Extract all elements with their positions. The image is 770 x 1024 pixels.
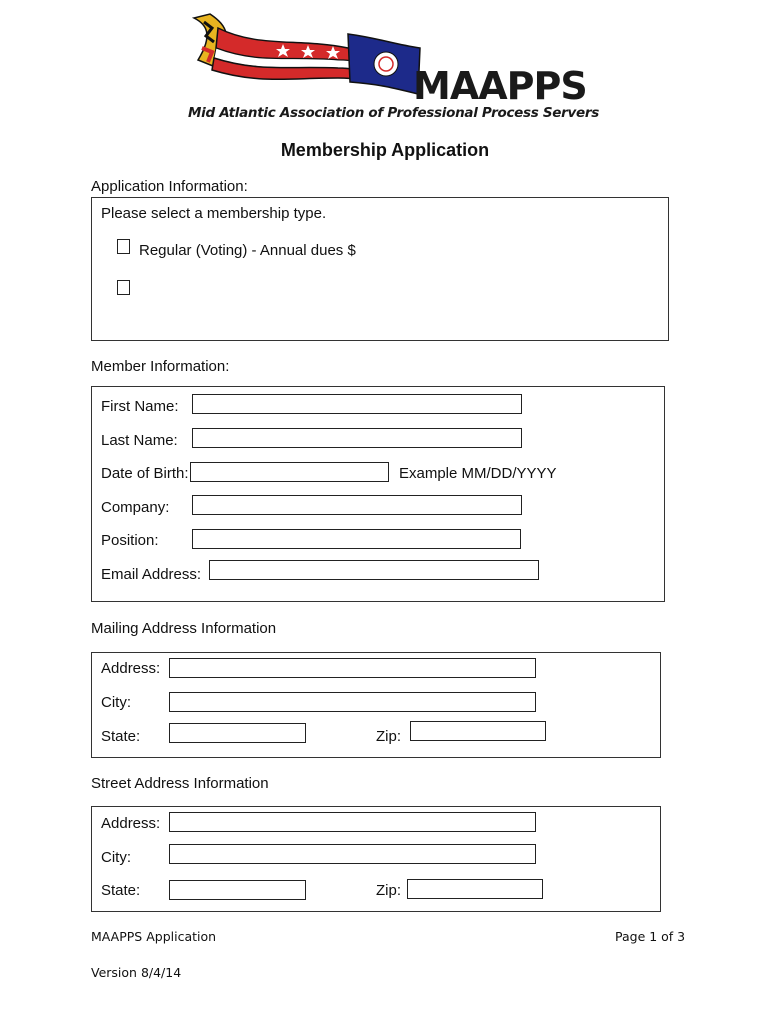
street-address-box bbox=[91, 806, 661, 912]
street-city-label: City: bbox=[101, 849, 131, 866]
member-info-box bbox=[91, 386, 665, 602]
first-name-label: First Name: bbox=[101, 398, 179, 415]
logo-subtitle: Mid Atlantic Association of Professional Process Servers bbox=[188, 105, 599, 121]
footer-left: MAAPPS Application bbox=[91, 929, 217, 944]
logo-wordmark: MAAPPS bbox=[413, 64, 587, 108]
member-info-heading: Member Information: bbox=[91, 358, 230, 375]
street-zip-field[interactable] bbox=[407, 879, 543, 899]
mailing-state-field[interactable] bbox=[169, 723, 306, 743]
email-label: Email Address: bbox=[101, 566, 202, 583]
last-name-field[interactable] bbox=[192, 428, 522, 448]
mailing-address-heading: Mailing Address Information bbox=[91, 620, 277, 637]
street-state-field[interactable] bbox=[169, 880, 306, 900]
second-membership-checkbox[interactable] bbox=[117, 280, 130, 295]
application-info-box bbox=[91, 197, 669, 341]
first-name-field[interactable] bbox=[192, 394, 522, 414]
street-state-label: State: bbox=[101, 882, 141, 899]
street-address-field[interactable] bbox=[169, 812, 536, 832]
mailing-address-box bbox=[91, 652, 661, 758]
last-name-label: Last Name: bbox=[101, 432, 178, 449]
mailing-zip-label: Zip: bbox=[376, 728, 402, 745]
regular-membership-checkbox[interactable] bbox=[117, 239, 130, 254]
version-label: Version 8/4/14 bbox=[91, 965, 182, 980]
maapps-logo bbox=[188, 8, 599, 124]
position-label: Position: bbox=[101, 532, 159, 549]
street-address-heading: Street Address Information bbox=[91, 775, 269, 792]
regular-membership-label: Regular (Voting) - Annual dues $ bbox=[139, 242, 356, 259]
membership-prompt: Please select a membership type. bbox=[101, 205, 327, 222]
email-field[interactable] bbox=[209, 560, 539, 580]
page-title: Membership Application bbox=[280, 140, 490, 160]
company-field[interactable] bbox=[192, 495, 522, 515]
mailing-zip-field[interactable] bbox=[410, 721, 546, 741]
dob-field[interactable] bbox=[190, 462, 389, 482]
mailing-state-label: State: bbox=[101, 728, 141, 745]
street-address-label: Address: bbox=[101, 815, 161, 832]
company-label: Company: bbox=[101, 499, 170, 516]
dob-label: Date of Birth: bbox=[101, 465, 189, 482]
dob-example: Example MM/DD/YYYY bbox=[399, 465, 557, 482]
street-zip-label: Zip: bbox=[376, 882, 402, 899]
street-city-field[interactable] bbox=[169, 844, 536, 864]
mailing-address-field[interactable] bbox=[169, 658, 536, 678]
mailing-city-field[interactable] bbox=[169, 692, 536, 712]
page-number: Page 1 of 3 bbox=[615, 929, 686, 944]
mailing-city-label: City: bbox=[101, 694, 131, 711]
application-info-heading: Application Information: bbox=[91, 178, 248, 195]
mailing-address-label: Address: bbox=[101, 660, 161, 677]
position-field[interactable] bbox=[192, 529, 521, 549]
